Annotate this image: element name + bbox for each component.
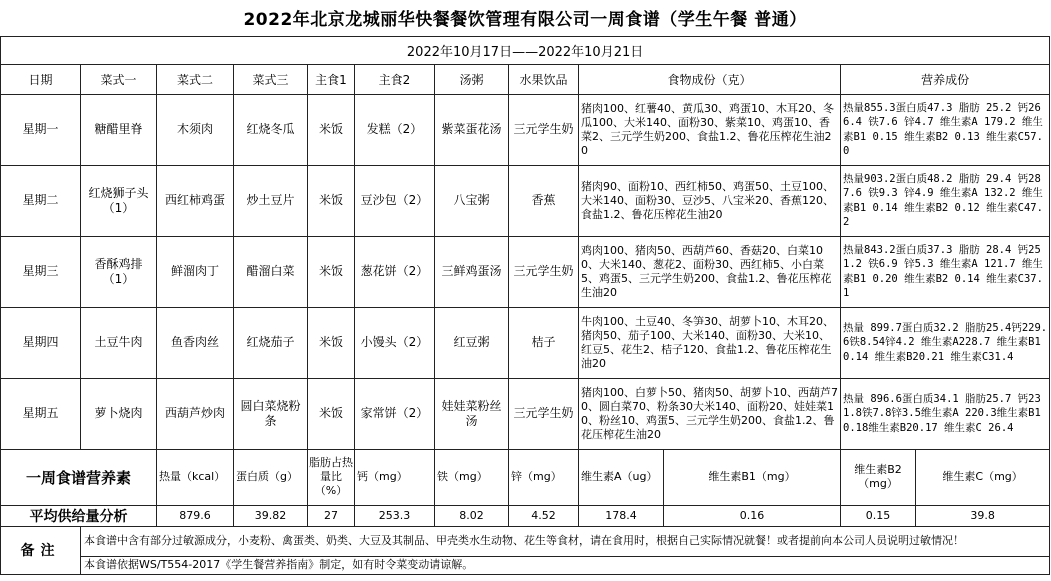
day-row [1,307,1050,378]
notes-label: 备注 [1,526,81,574]
day-cell: 星期五 [1,378,81,449]
day-row [1,378,1050,449]
dish3-cell: 醋溜白菜 [234,236,308,307]
dish2-cell: 木须肉 [157,94,234,165]
header-row [1,64,1050,94]
summary-col-vitamin-b1: 维生素B1（mg） [664,449,841,505]
staple1-cell: 米饭 [308,378,355,449]
header-nutrition: 营养成份 [841,64,1050,94]
fruit-cell: 三元学生奶 [509,236,579,307]
dish3-cell: 红烧茄子 [234,307,308,378]
staple2-cell: 发糕（2） [355,94,435,165]
day-cell: 星期一 [1,94,81,165]
nutrition-cell: 热量 899.7蛋白质32.2 脂肪25.4钙229.6铁8.54锌4.2 维生素A228.7 维生素B10.14 维生素B20.21 维生素C31.4 [841,307,1050,378]
soup-cell: 娃娃菜粉丝汤 [435,378,509,449]
dish2-cell: 西葫芦炒肉 [157,378,234,449]
ingredients-cell: 鸡肉100、猪肉50、西葫芦60、香菇20、白菜100、大米140、葱花2、面粉30、西红柿5、小白菜5、鸡蛋5、三元学生奶200、食盐1.2、鲁花压榨花生油20 [579,236,841,307]
day-row [1,165,1050,236]
soup-cell: 红豆粥 [435,307,509,378]
summary-col-calcium: 钙（mg） [355,449,435,505]
summary-col-zinc: 锌（mg） [509,449,579,505]
staple1-cell: 米饭 [308,94,355,165]
staple2-cell: 小馒头（2） [355,307,435,378]
fruit-cell: 三元学生奶 [509,378,579,449]
ingredients-cell: 猪肉100、红薯40、黄瓜30、鸡蛋10、木耳20、冬瓜100、大米140、面粉30、紫菜10、鸡蛋10、香菜2、三元学生奶200、食盐1.2、鲁花压榨花生油20 [579,94,841,165]
summary-value-vitamin-b2: 0.15 [841,505,916,526]
summary-value-iron: 8.02 [435,505,509,526]
summary-header-row [1,449,1050,505]
dish3-cell: 红烧冬瓜 [234,94,308,165]
header-dish2: 菜式二 [157,64,234,94]
fruit-cell: 香蕉 [509,165,579,236]
notes-allergen-line: 本食谱中含有部分过敏源成分，小麦粉、禽蛋类、奶类、大豆及其制品、甲壳类水生动物、花生等食材，请在食用时，根据自己实际情况就餐！或者提前向本公司人员说明过敏情况！ [81,526,1050,556]
fruit-cell: 桔子 [509,307,579,378]
nutrition-cell: 热量 896.6蛋白质34.1 脂肪25.7 钙231.8铁7.8锌3.5维生素A 220.3维生素B1 0.18维生素B20.17 维生素C 26.4 [841,378,1050,449]
ingredients-cell: 猪肉100、白萝卜50、猪肉50、胡萝卜10、西葫芦70、圆白菜70、粉条30大米140、面粉20、娃娃菜10、粉丝10、鸡蛋5、三元学生奶200、食盐1.2、鲁花压榨花生油20 [579,378,841,449]
soup-cell: 紫菜蛋花汤 [435,94,509,165]
nutrition-cell: 热量855.3蛋白质47.3 脂肪 25.2 钙266.4 铁7.6 锌4.7 维生素A 179.2 维生素B1 0.15 维生素B2 0.13 维生素C57.0 [841,94,1050,165]
notes-standard-line: 本食谱依据WS/T554-2017《学生餐营养指南》制定，如有时令菜变动请谅解。 [81,556,1050,574]
summary-value-protein: 39.82 [234,505,308,526]
staple2-cell: 豆沙包（2） [355,165,435,236]
summary-value-energy: 879.6 [157,505,234,526]
day-row [1,94,1050,165]
day-row [1,236,1050,307]
header-ingredients: 食物成份（克） [579,64,841,94]
nutrition-cell: 热量843.2蛋白质37.3 脂肪 28.4 钙251.2 铁6.9 锌5.3 维生素A 121.7 维生素B1 0.20 维生素B2 0.14 维生素C37.1 [841,236,1050,307]
summary-values-row [1,505,1050,526]
summary-value-zinc: 4.52 [509,505,579,526]
dish1-cell: 糖醋里脊 [81,94,157,165]
summary-value-vitamin-b1: 0.16 [664,505,841,526]
staple1-cell: 米饭 [308,165,355,236]
dish1-cell: 土豆牛肉 [81,307,157,378]
dish2-cell: 鱼香肉丝 [157,307,234,378]
staple1-cell: 米饭 [308,307,355,378]
average-label: 平均供给量分析 [1,505,157,526]
summary-col-iron: 铁（mg） [435,449,509,505]
fruit-cell: 三元学生奶 [509,94,579,165]
page-title: 2022年北京龙城丽华快餐餐饮管理有限公司一周食谱（学生午餐 普通） [1,0,1050,36]
summary-col-protein: 蛋白质（g） [234,449,308,505]
staple2-cell: 葱花饼（2） [355,236,435,307]
dish3-cell: 圆白菜烧粉条 [234,378,308,449]
soup-cell: 八宝粥 [435,165,509,236]
summary-value-vitamin-a: 178.4 [579,505,664,526]
dish1-cell: 萝卜烧肉 [81,378,157,449]
header-dish3: 菜式三 [234,64,308,94]
dish3-cell: 炒土豆片 [234,165,308,236]
summary-label: 一周食谱营养素 [1,449,157,505]
day-cell: 星期二 [1,165,81,236]
summary-value-vitamin-c: 39.8 [916,505,1050,526]
dish2-cell: 西红柿鸡蛋 [157,165,234,236]
staple2-cell: 家常饼（2） [355,378,435,449]
notes-row [1,526,1050,556]
notes-row [1,556,1050,574]
nutrition-cell: 热量903.2蛋白质48.2 脂肪 29.4 钙287.6 铁9.3 锌4.9 维生素A 132.2 维生素B1 0.14 维生素B2 0.12 维生素C47.2 [841,165,1050,236]
summary-value-fat-ratio: 27 [308,505,355,526]
day-cell: 星期三 [1,236,81,307]
header-staple2: 主食2 [355,64,435,94]
ingredients-cell: 猪肉90、面粉10、西红柿50、鸡蛋50、土豆100、大米140、面粉30、豆沙5、八宝米20、香蕉120、食盐1.2、鲁花压榨花生油20 [579,165,841,236]
staple1-cell: 米饭 [308,236,355,307]
summary-col-fat-ratio: 脂肪占热量比（%） [308,449,355,505]
header-staple1: 主食1 [308,64,355,94]
header-fruit: 水果饮品 [509,64,579,94]
header-dish1: 菜式一 [81,64,157,94]
ingredients-cell: 牛肉100、土豆40、冬笋30、胡萝卜10、木耳20、猪肉50、茄子100、大米140、面粉30、大米10、红豆5、花生2、桔子120、食盐1.2、鲁花压榨花生油20 [579,307,841,378]
dish2-cell: 鲜溜肉丁 [157,236,234,307]
summary-col-vitamin-a: 维生素A（ug） [579,449,664,505]
header-soup: 汤粥 [435,64,509,94]
summary-col-vitamin-b2: 维生素B2（mg） [841,449,916,505]
header-day: 日期 [1,64,81,94]
summary-col-vitamin-c: 维生素C（mg） [916,449,1050,505]
day-cell: 星期四 [1,307,81,378]
summary-col-energy: 热量（kcal） [157,449,234,505]
soup-cell: 三鲜鸡蛋汤 [435,236,509,307]
dish1-cell: 香酥鸡排（1） [81,236,157,307]
dish1-cell: 红烧狮子头（1） [81,165,157,236]
date-range: 2022年10月17日——2022年10月21日 [1,36,1050,64]
summary-value-calcium: 253.3 [355,505,435,526]
